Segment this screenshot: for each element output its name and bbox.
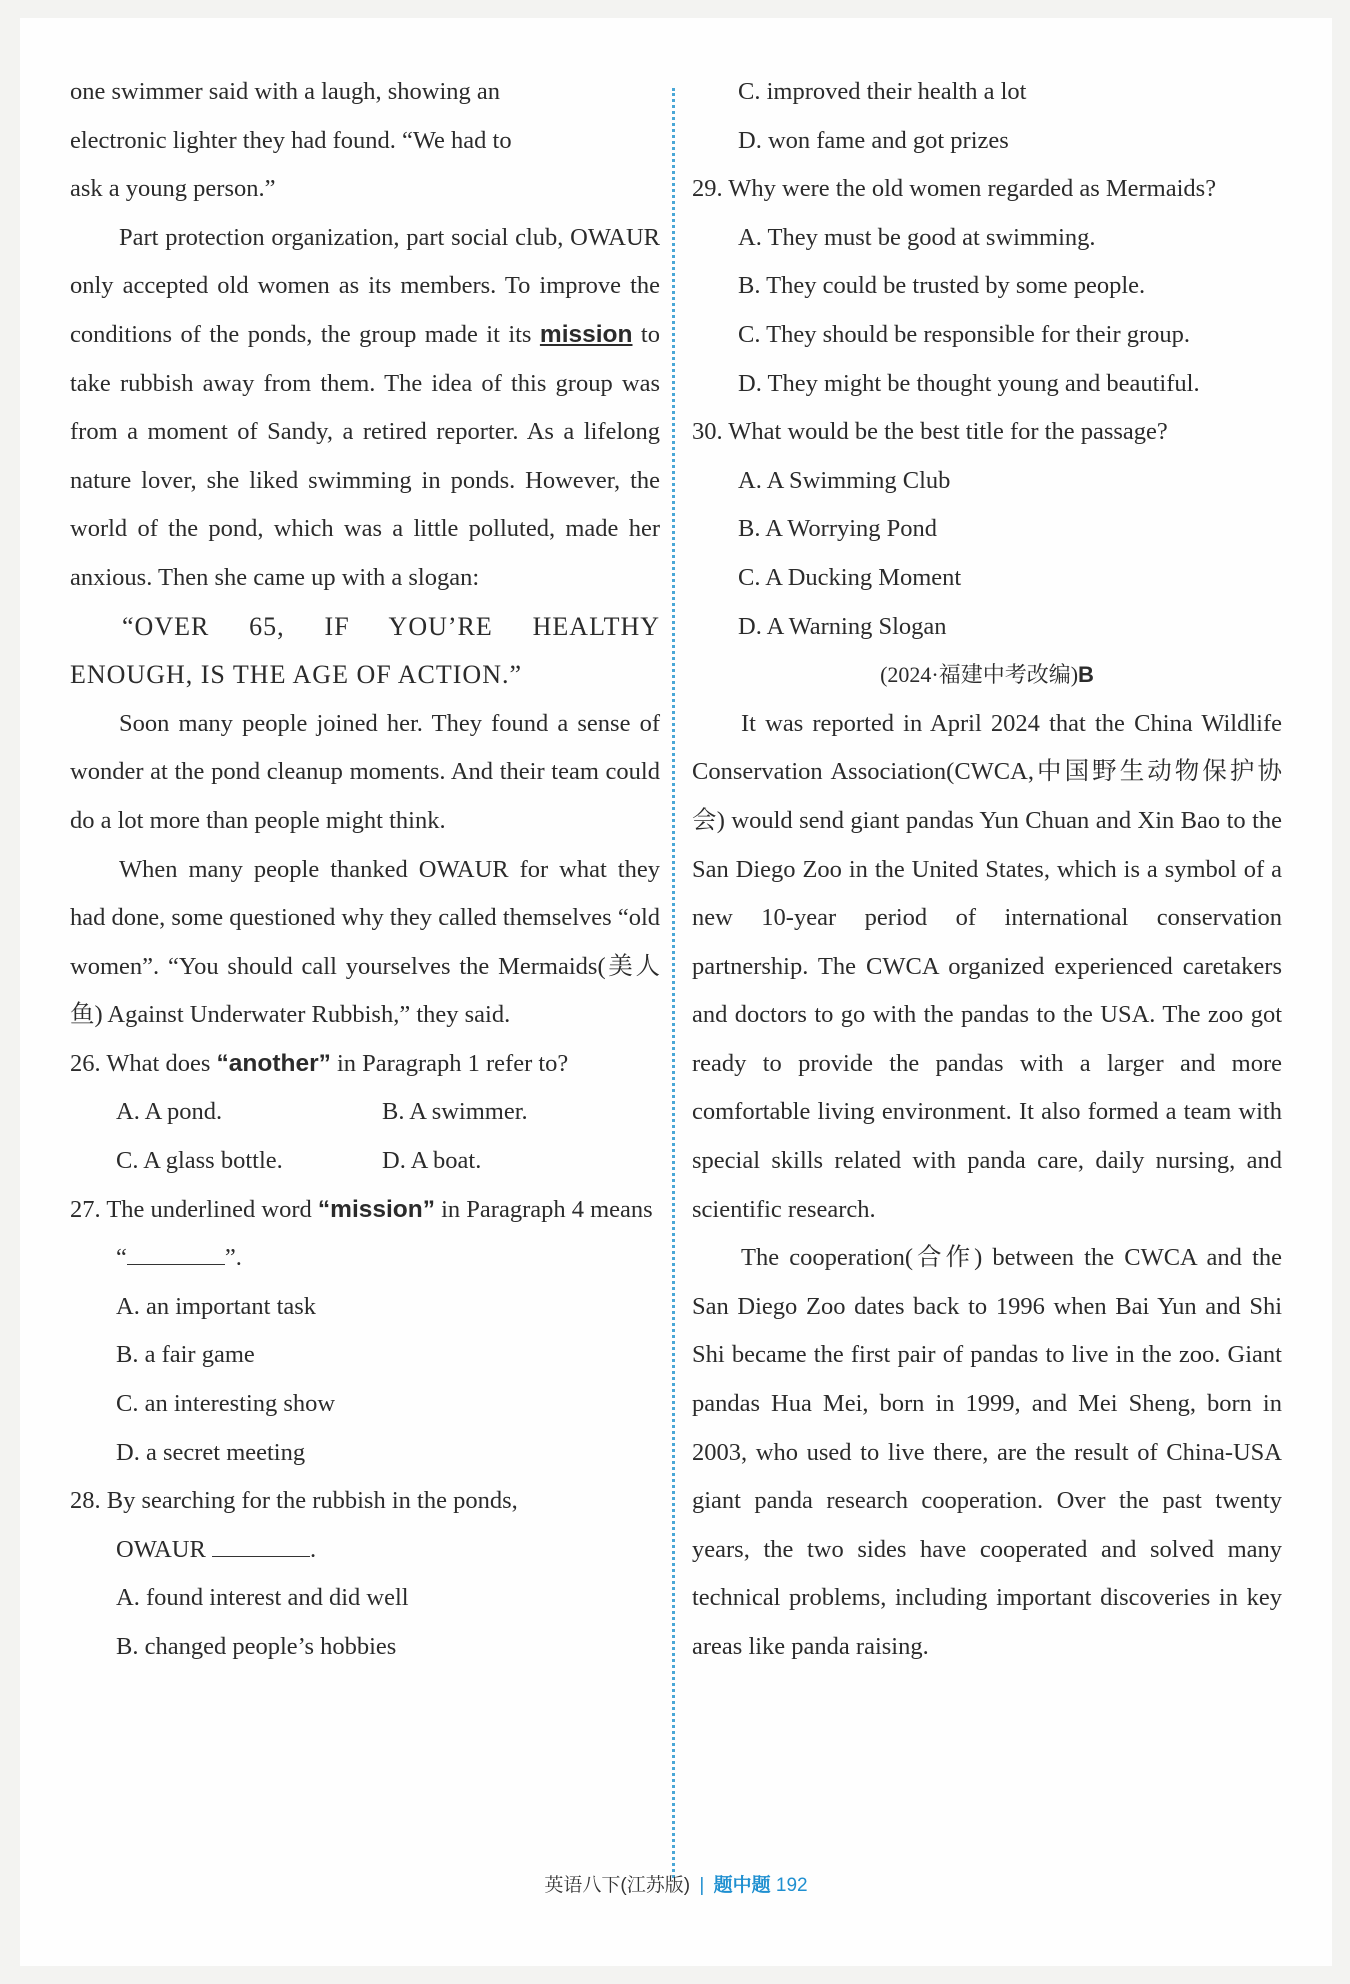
option-29-b[interactable]: B. They could be trusted by some people.	[738, 272, 1146, 300]
option-26-d[interactable]: D. A boat.	[382, 1147, 482, 1175]
passage-b-paragraph-2: The cooperation(合作) between the CWCA and the San Diego Zoo dates back to 1996 when Bai Yun and Shi Shi became the first pair of pandas to live in the zoo. Giant pandas Hua Mei, born in 1999, and Mei Sheng, born in 2003, who used to live there, are the result of China-USA giant panda research cooperation. Over the past twenty years, the two sides have cooperated and solved many technical problems, including important discoveries in key areas like panda raising.	[692, 1244, 1282, 1660]
footer-separator: |	[699, 1875, 705, 1896]
passage-a-paragraph-5: Soon many people joined her. They found a sense of wonder at the pond cleanup moments. And their team could do a lot more than people might think.	[70, 709, 660, 834]
right-column	[692, 68, 1282, 1672]
option-26-a[interactable]: A. A pond.	[116, 1098, 223, 1126]
answer-blank-28[interactable]	[212, 1536, 310, 1557]
worksheet-page	[20, 18, 1332, 1966]
option-30-d[interactable]: D. A Warning Slogan	[738, 612, 947, 640]
column-divider	[672, 88, 675, 1878]
page-footer	[20, 1870, 1332, 1897]
question-27: 27. The underlined word “mission” in Paragraph 4 means “ ”. A. an important task B. a fair game C. an interesting show D. a secret meeting	[70, 1186, 660, 1478]
option-30-a[interactable]: A. A Swimming Club	[738, 466, 951, 494]
option-27-d[interactable]: D. a secret meeting	[116, 1438, 306, 1466]
page-number: 192	[775, 1875, 808, 1896]
passage-a-paragraph-6: When many people thanked OWAUR for what they had done, some questioned why they called themselves “old women”. “You should call yourselves the Mermaids(美人鱼) Against Underwater Rubbish,” they said.	[70, 855, 660, 1029]
passage-b-paragraph-1: It was reported in April 2024 that the China Wildlife Conservation Association(CWCA,中国野生动物保护协会) would send giant pandas Yun Chuan and Xin Bao to the San Diego Zoo in the United States, which is a symbol of a new 10-year period of international conservation partnership. The CWCA organized experienced caretakers and doctors to go with the pandas to the USA. The zoo got ready to provide the pandas with a larger and more comfortable living environment. It also formed a team with special skills related with panda care, daily nursing, and scientific research.	[692, 709, 1282, 1223]
option-28-a[interactable]: A. found interest and did well	[116, 1584, 409, 1612]
option-27-a[interactable]: A. an important task	[116, 1292, 317, 1320]
series-brand: 题中题	[713, 1875, 771, 1896]
option-28-c[interactable]: C. improved their health a lot	[738, 78, 1027, 105]
option-28-b[interactable]: B. changed people’s hobbies	[116, 1633, 397, 1660]
left-column	[70, 68, 660, 1672]
option-27-b[interactable]: B. a fair game	[116, 1341, 255, 1369]
option-29-c[interactable]: C. They should be responsible for their group.	[738, 320, 1191, 348]
question-29: 29. Why were the old women regarded as Mermaids? A. They must be good at swimming. B. They could be trusted by some people. C. They should be responsible for their group. D. They might be thought young and beautiful.	[692, 165, 1282, 408]
option-29-a[interactable]: A. They must be good at swimming.	[738, 223, 1096, 251]
option-29-d[interactable]: D. They might be thought young and beautiful.	[738, 369, 1200, 397]
option-28-d[interactable]: D. won fame and got prizes	[738, 126, 1009, 154]
option-30-b[interactable]: B. A Worrying Pond	[738, 515, 938, 543]
question-26: 26. What does “another” in Paragraph 1 refer to? A. A pond. B. A swimmer. C. A glass bottle. D. A boat.	[70, 1040, 660, 1186]
option-27-c[interactable]: C. an interesting show	[116, 1390, 336, 1418]
book-title: 英语八下(江苏版)	[544, 1875, 691, 1896]
underlined-word-mission: mission	[539, 320, 633, 348]
passage-a-paragraph-4: Part protection organization, part social club, OWAUR only accepted old women as its members. To improve the conditions of the ponds, the group made it its mission to take rubbish away from them. The idea of this group was from a moment of Sandy, a retired reporter. As a lifelong nature lover, she liked swimming in ponds. However, the world of the pond, which was a little polluted, made her anxious. Then she came up with a slogan:	[70, 223, 660, 591]
option-30-c[interactable]: C. A Ducking Moment	[738, 563, 962, 591]
answer-blank-27[interactable]	[127, 1244, 225, 1265]
option-26-b[interactable]: B. A swimmer.	[382, 1098, 528, 1126]
passage-a-paragraph-3-end: one swimmer said with a laugh, showing an electronic lighter they had found. “We had to ask a young person.”	[70, 78, 512, 203]
option-26-c[interactable]: C. A glass bottle.	[116, 1147, 283, 1175]
question-30: 30. What would be the best title for the passage? A. A Swimming Club B. A Worrying Pond C. A Ducking Moment D. A Warning Slogan	[692, 408, 1282, 651]
passage-b-source: (2024·福建中考改编)B	[880, 662, 1094, 688]
slogan-text: “OVER 65, IF YOU’RE HEALTHY ENOUGH, IS THE AGE OF ACTION.”	[70, 611, 660, 690]
question-28: 28. By searching for the rubbish in the ponds, OWAUR . A. found interest and did well B. changed people’s hobbies	[70, 1477, 660, 1671]
